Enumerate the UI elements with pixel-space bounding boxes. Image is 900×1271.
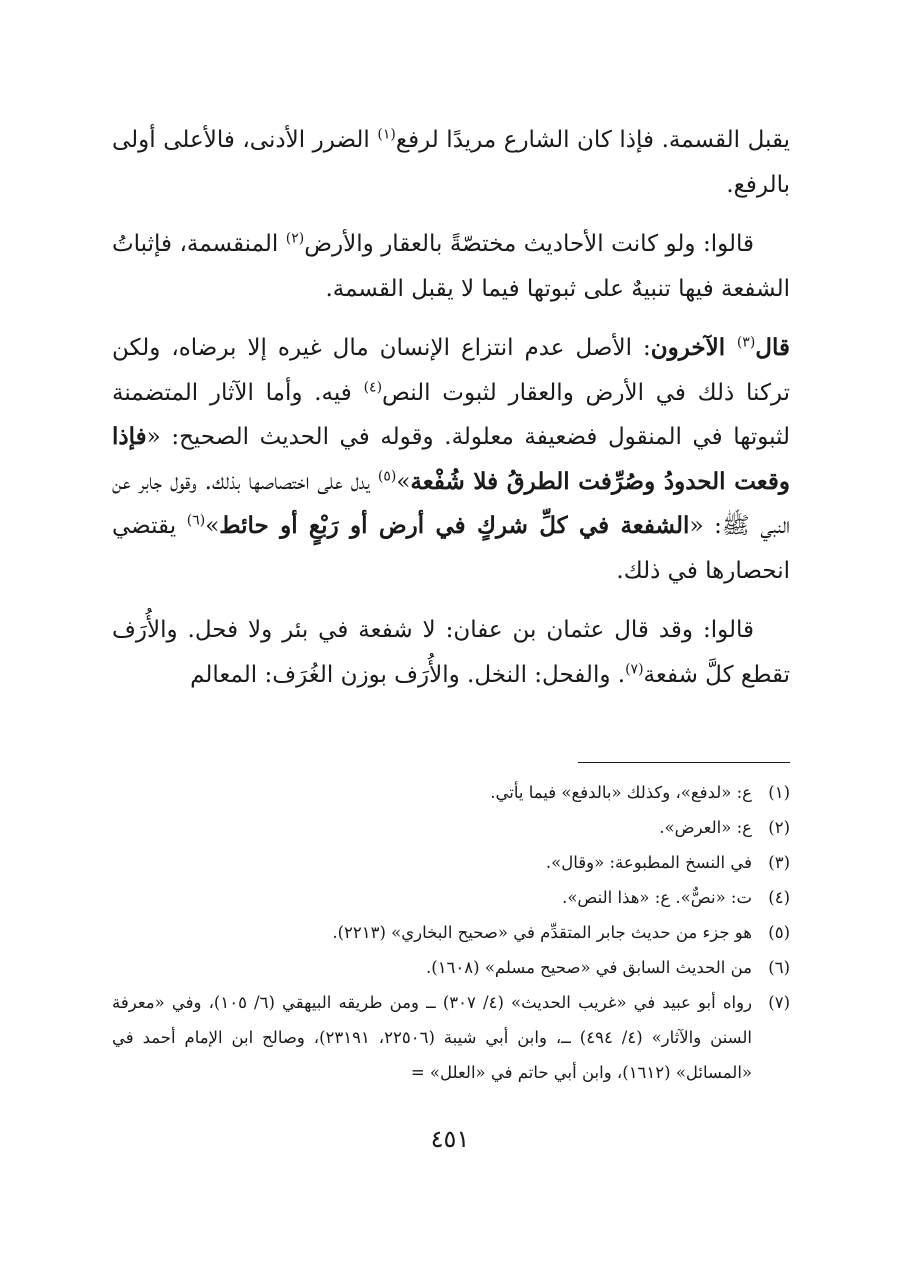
text-run: فإذا وقعت الحدودُ وصُرِّفت الطرقُ فلا شُفْعة [112,423,790,495]
main-text [112,118,790,712]
footnote-number: (٧) [768,993,790,1012]
text-run: المنقسمة، فإثباتُ الشفعة فيها تنبيهٌ على ثبوتها فيما لا يقبل القسمة. [112,231,790,302]
text-run: » [396,468,411,495]
footnote [112,985,790,1090]
footnote-separator [578,762,790,763]
text-run: » [205,513,220,539]
footnote-marker: (٦) [186,512,206,529]
footnote-number: (١) [768,783,790,802]
footnote [112,915,790,950]
footnote-text: ع: «العرض». [659,818,752,837]
footnote-text: في النسخ المطبوعة: «وقال». [545,853,752,872]
text-run: يقبل القسمة. فإذا كان الشارع مريدًا لرفع [395,127,791,153]
footnote-marker: (٢) [285,230,305,247]
footnote-marker: (٤) [363,378,383,395]
text-run: . والفحل: النخل. والأُرَف بوزن الغُرَف: المعالم [190,661,626,688]
text-run: يدل على اختصاصها بذلك. وقول جابر عن النبي ﷺ: « [112,468,790,539]
footnote [112,845,790,880]
footnote [112,880,790,915]
footnote-text: ت: «نصٌّ». ع: «هذا النص». [562,888,752,907]
paragraph [112,118,790,207]
footnote-number: (٢) [768,818,790,837]
text-run: الآخرون [650,334,737,361]
footnotes [112,775,790,1090]
text-run: قال [755,334,790,361]
paragraph [112,222,790,311]
text-run: قالوا: ولو كانت الأحاديث مختصّةً بالعقار والأرض [304,231,754,257]
footnote-marker: (١) [377,126,396,143]
footnote-text: هو جزء من حديث جابر المتقدِّم في «صحيح البخاري» (٢٢١٣). [332,923,752,942]
footnote-number: (٦) [768,958,790,977]
footnote [112,810,790,845]
footnote-number: (٤) [768,888,790,907]
footnote-marker: (٣) [736,334,756,351]
footnote [112,950,790,985]
paragraph [112,326,790,593]
footnote-number: (٥) [768,923,790,942]
text-run: الشفعة في كلِّ شركٍ في أرض أو رَبْعٍ أو حائط [219,512,690,539]
footnote-text: رواه أبو عبيد في «غريب الحديث» (٤/ ٣٠٧) ــ ومن طريقه البيهقي (٦/ ١٠٥)، وفي «معرفة السنن والآثار» (٤/ ٤٩٤) ــ، وابن أبي شيبة (٢٢٥٠٦، ٢٣١٩١)، وصالح ابن الإمام أحمد في «المسائل» (١٦١٢)، وابن أبي حاتم في «العلل» = [112,993,753,1082]
text-run: فيه. وأما الآثار المتضمنة لثبوتها في المنقول فضعيفة معلولة. وقوله في الحديث الصحيح: « [112,379,790,450]
text-run: : الأصل عدم انتزاع الإنسان مال غيره إلا برضاه، ولكن تركنا ذلك في الأرض والعقار لثبوت النص [112,335,790,406]
paragraph [112,608,790,697]
text-run: الضرر الأدنى، فالأعلى أولى بالرفع. [112,127,790,198]
footnote-text: ع: «لدفع»، وكذلك «بالدفع» فيما يأتي. [490,783,752,802]
text-run: يقتضي انحصارها في ذلك. [112,513,790,584]
text-run: قالوا: وقد قال عثمان بن عفان: لا شفعة في بئر ولا فحل. والأُرَف تقطع كلَّ شفعة [112,617,790,688]
footnote-marker: (٧) [625,660,644,677]
page-number: ٤٥١ [430,1125,470,1153]
footnote [112,775,790,810]
footnote-marker: (٥) [377,467,397,484]
footnote-number: (٣) [768,853,790,872]
footnote-text: من الحديث السابق في «صحيح مسلم» (١٦٠٨). [426,958,752,977]
